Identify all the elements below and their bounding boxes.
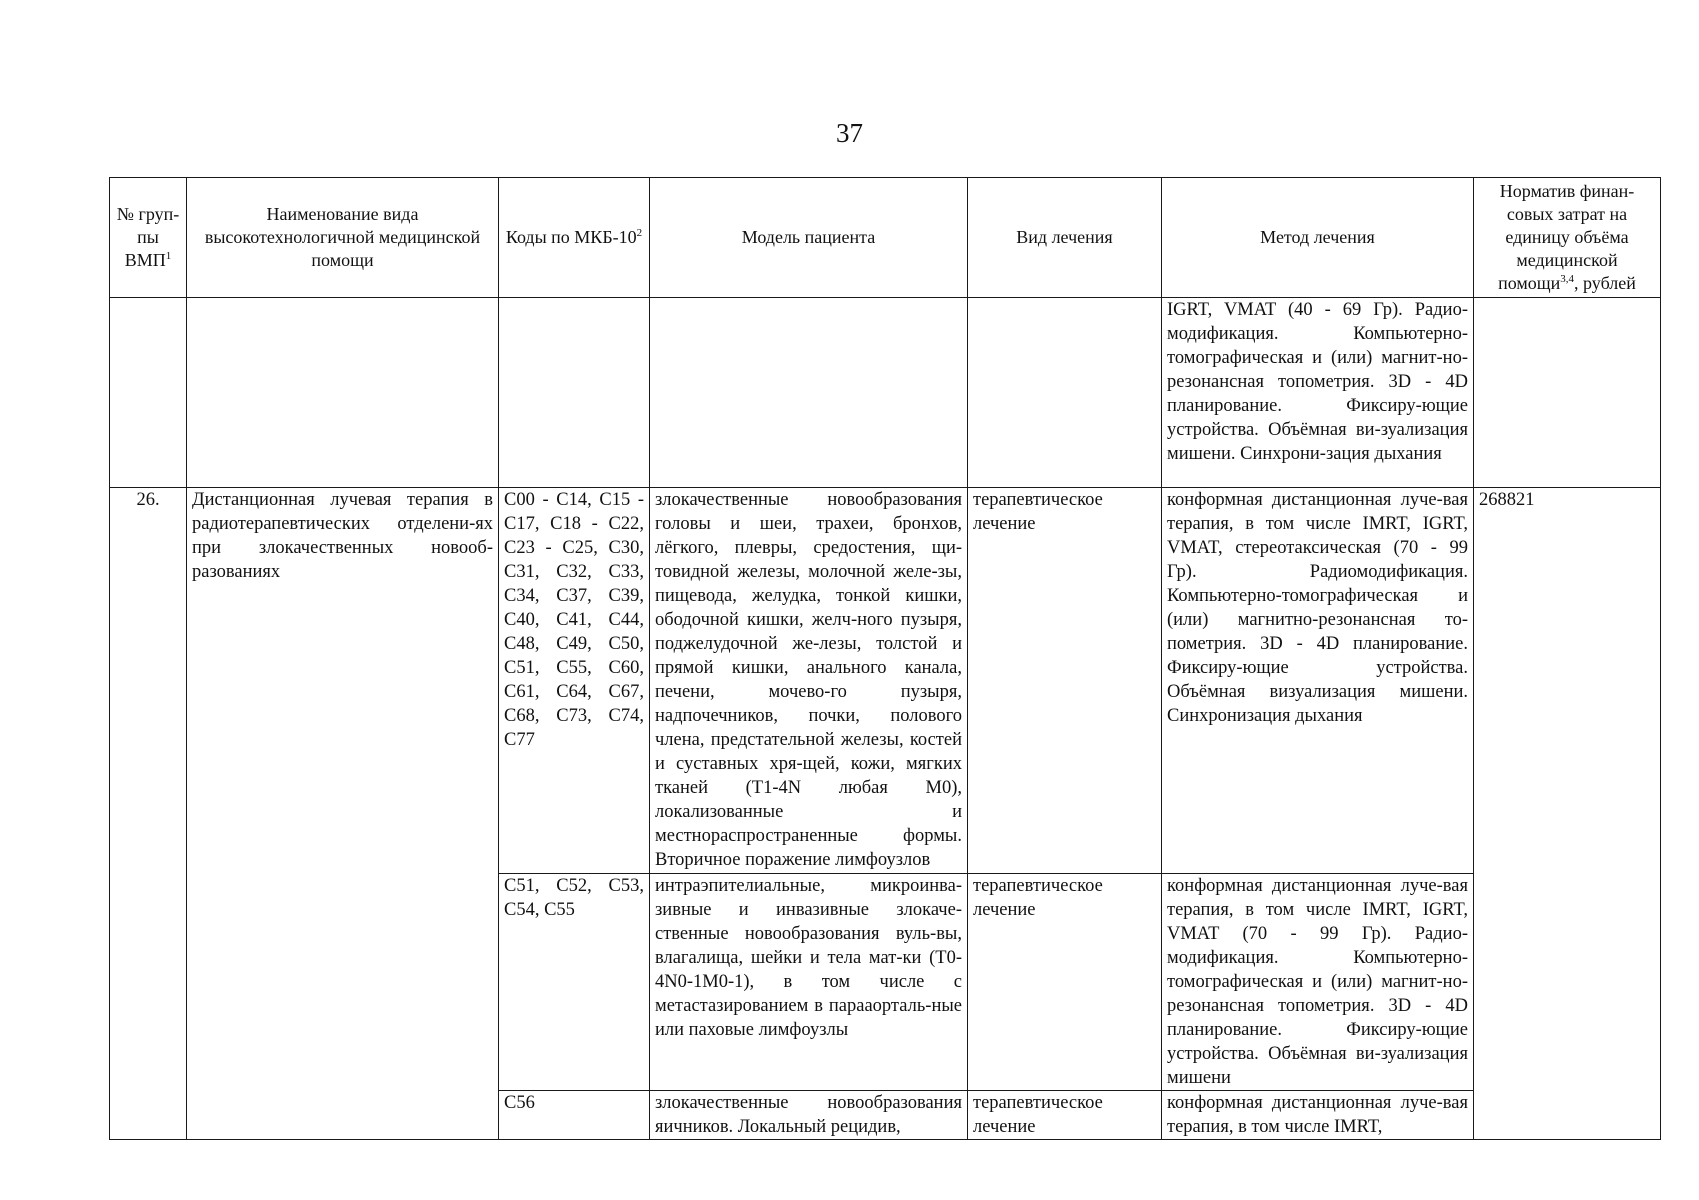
- cell-patient-model: [650, 298, 968, 488]
- cell-icd: [499, 298, 650, 488]
- cell-treatment-type: терапевтическое лечение: [968, 488, 1162, 874]
- cell-name: Дистанционная лучевая терапия в радиотерапевтических отделени-ях при злокачественных новооб-разованиях: [187, 488, 499, 1140]
- header-patient-model: Модель пациента: [650, 178, 968, 298]
- cell-treatment-type: терапевтическое лечение: [968, 874, 1162, 1091]
- cell-treatment-method: конформная дистанционная луче-вая терапия, в том числе IMRT, IGRT, VMAT (70 - 99 Гр). Радио-модификация. Компьютерно-томографическая и (или) магнит-но-резонансная топометрия. 3D - 4D планирование. Фиксиру-ющие устройства. Объёмная ви-зуализация мишени: [1162, 874, 1474, 1091]
- cell-treatment-method: конформная дистанционная луче-вая терапия, в том числе IMRT, IGRT, VMAT, стереотаксическая (70 - 99 Гр). Радиомодификация. Компьютерно-томографическая и (или) магнитно-резонансная то-пометрия. 3D - 4D планирование. Фиксиру-ющие устройства. Объёмная визуализация мишени. Синхронизация дыхания: [1162, 488, 1474, 874]
- cell-icd: C00 - C14, C15 - C17, C18 - C22, C23 - C25, C30, C31, C32, C33, C34, C37, C39, C40, C41, C44, C48, C49, C50, C51, C55, C60, C61, C64, C67, C68, C73, C74, C77: [499, 488, 650, 874]
- header-name: Наименование вида высокотехнологичной медицинской помощи: [187, 178, 499, 298]
- cell-treatment-type: терапевтическое лечение: [968, 1091, 1162, 1140]
- cell-icd: C56: [499, 1091, 650, 1140]
- cell-patient-model: интраэпителиальные, микроинва-зивные и инвазивные злокаче-ственные новообразования вуль-вы, влагалища, шейки и тела мат-ки (T0-4N0-1M0-1), в том числе с метастазированием в парааорталь-ные или паховые лимфоузлы: [650, 874, 968, 1091]
- table-row: [110, 488, 1661, 874]
- header-treatment-type: Вид лечения: [968, 178, 1162, 298]
- table-header-row: [110, 178, 1661, 298]
- header-group-no: № груп-пы ВМП$^1$: [110, 178, 187, 298]
- cell-cost: [1474, 298, 1661, 488]
- table-row: [110, 298, 1661, 488]
- cell-treatment-method: IGRT, VMAT (40 - 69 Гр). Радио-модификация. Компьютерно-томографическая и (или) магнит-но-резонансная топометрия. 3D - 4D планирование. Фиксиру-ющие устройства. Объёмная ви-зуализация мишени. Синхрони-зация дыхания: [1162, 298, 1474, 488]
- cell-patient-model: злокачественные новообразования головы и шеи, трахеи, бронхов, лёгкого, плевры, средостения, щи-товидной железы, молочной желе-зы, пищевода, желудка, тонкой кишки, ободочной кишки, желч-ного пузыря, поджелудочной же-лезы, толстой и прямой кишки, анального канала, печени, мочево-го пузыря, надпочечников, почки, полового члена, предстательной железы, костей и суставных хря-щей, кожи, мягких тканей (T1-4N любая M0), локализованные и местнораспространенные формы. Вторичное поражение лимфоузлов: [650, 488, 968, 874]
- cell-patient-model: злокачественные новообразования яичников. Локальный рецидив,: [650, 1091, 968, 1140]
- vmp-table: [109, 177, 1661, 1140]
- cell-treatment-type: [968, 298, 1162, 488]
- cell-treatment-method: конформная дистанционная луче-вая терапия, в том числе IMRT,: [1162, 1091, 1474, 1140]
- page-number: 37: [836, 118, 863, 148]
- cell-icd: C51, C52, C53, C54, C55: [499, 874, 650, 1091]
- header-treatment-method: Метод лечения: [1162, 178, 1474, 298]
- cell-group-no: 26.: [110, 488, 187, 1140]
- cell-cost: 268821: [1474, 488, 1661, 1140]
- cell-name: [187, 298, 499, 488]
- cell-group-no: [110, 298, 187, 488]
- header-cost-norm: Норматив финан-совых затрат на единицу объёма медицинской помощи$^{3,4}$, рублей: [1474, 178, 1661, 298]
- header-icd: Коды по МКБ-$10^2$: [499, 178, 650, 298]
